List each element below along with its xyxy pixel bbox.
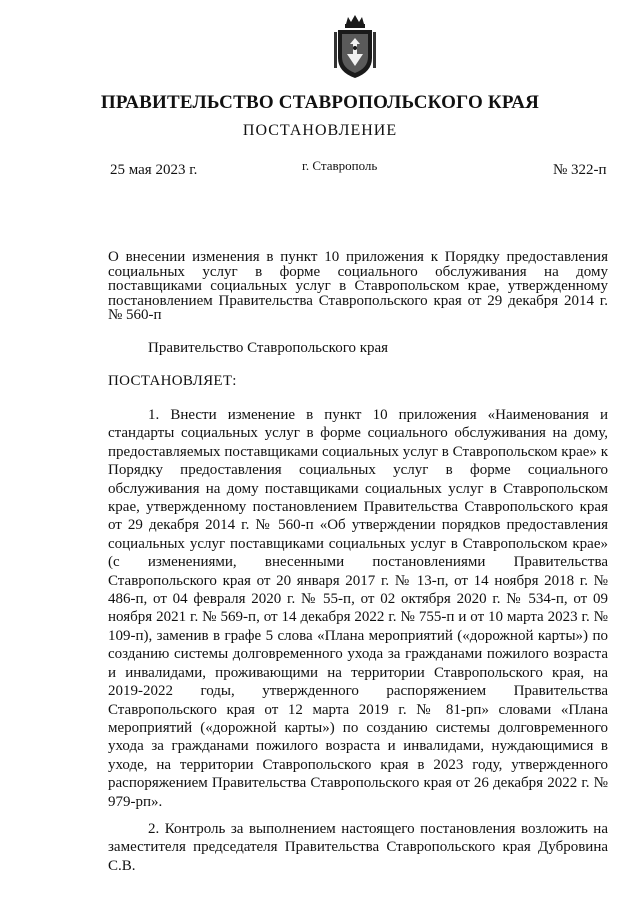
paragraph-1: 1. Внести изменение в пункт 10 приложения «Наименования и стандарты социальных услуг в форме социального обслуживания на дому, предоставляемых поставщиками социальных услуг в Ставропольском крае» к Порядку предоставления социальных услуг в форме социального обслуживания на дому поставщиками социальных услуг в Ставропольском крае, утвержденному постановлением Правительства Ставропольского края от 29 декабря 2014 г. № 560-п «Об утверждении порядков предоставления социальных услуг поставщиками социальных услуг в Ставропольском крае» (с изменениями, внесенными постановлениями Правительства Ставропольского края от 20 января 2017 г. № 13-п, от 14 ноября 2018 г. № 486-п, от 04 февраля 2020 г. № 55-п, от 02 октября 2020 г. № 534-п, от 09 ноября 2021 г. № 569-п, от 14 декабря 2022 г. № 755-п и от 10 марта 2023 г. № 109-п), заменив в графе 5 слова «Плана мероприятий («дорожной карты») по созданию системы долговременного ухода за гражданами пожилого возраста и инвалидами, проживающими на территории Ставропольского края, на 2019-2022 годы, утвержденного распоряжением Правительства Ставропольского края от 12 марта 2019 г. № 81-рп» словами «Плана мероприятий («дорожной карты») по созданию системы долговременного ухода за гражданами пожилого возраста и инвалидами, нуждающимися в уходе, на территории Ставропольского края в 2023 году, утвержденного распоряжением Правительства Ставропольского края от 26 декабря 2022 г. № 979-рп». <box>108 407 608 810</box>
document-number: № 322-п <box>553 162 607 178</box>
issuing-authority: Правительство Ставропольского края <box>148 340 389 356</box>
stavropol-coat-of-arms-icon <box>330 14 380 80</box>
paragraph-2: 2. Контроль за выполнением настоящего постановления возложить на заместителя председателя Правительства Ставропольского края Дубровина С.В. <box>108 821 608 874</box>
document-city: г. Ставрополь <box>302 158 378 173</box>
organization-title: ПРАВИТЕЛЬСТВО СТАВРОПОЛЬСКОГО КРАЯ <box>100 92 540 113</box>
document-date: 25 мая 2023 г. <box>110 162 198 178</box>
document-subject: О внесении изменения в пункт 10 приложения к Порядку предоставления социальных услуг в форме социального обслуживания на дому поставщиками социальных услуг в Ставропольском крае, утвержденному постановлением Правительства Ставропольского края от 29 декабря 2014 г. № 560-п <box>108 249 608 324</box>
document-type: ПОСТАНОВЛЕНИЕ <box>242 122 398 139</box>
decree-word: ПОСТАНОВЛЯЕТ: <box>108 373 237 389</box>
